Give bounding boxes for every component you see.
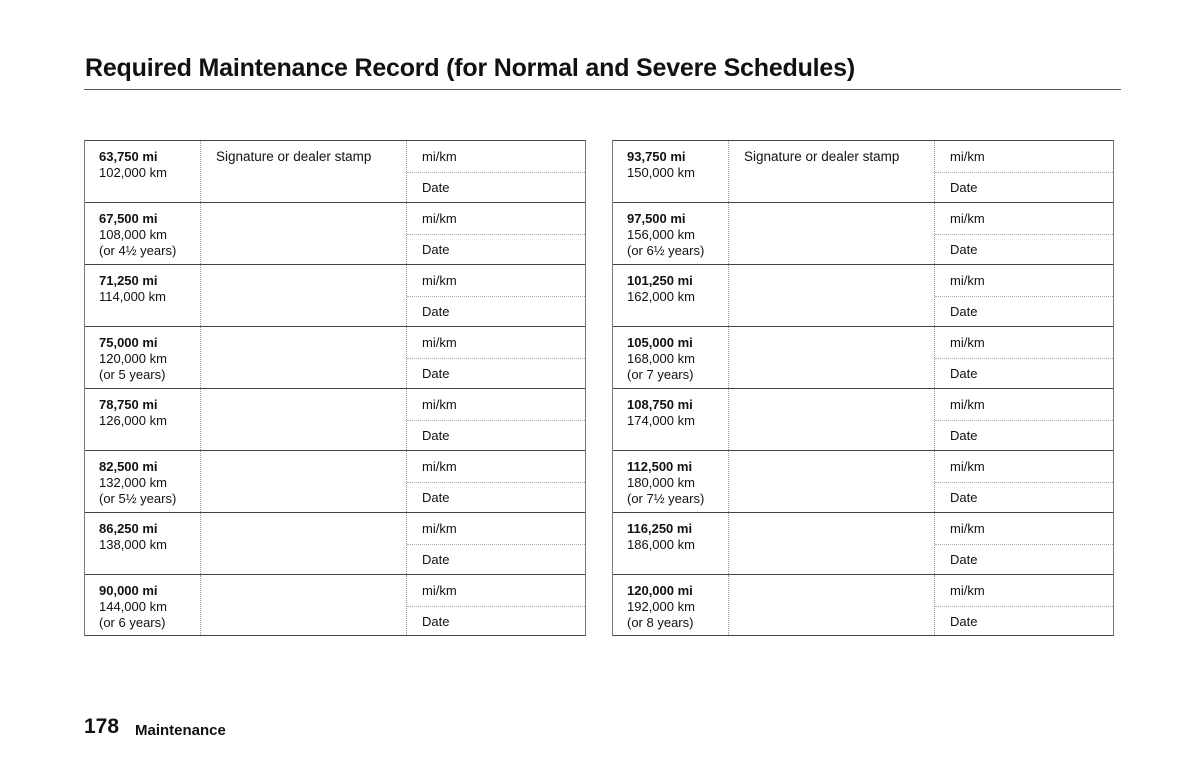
date-label: Date [422, 366, 450, 381]
date-label: Date [950, 366, 978, 381]
signature-cell[interactable] [729, 203, 935, 264]
interval-miles: 97,500 mi [627, 211, 686, 226]
interval-cell [613, 265, 729, 326]
interval-km: 186,000 km [627, 537, 695, 552]
interval-cell [85, 389, 201, 450]
mileage-date-cell[interactable] [935, 141, 1113, 202]
mileage-label: mi/km [422, 211, 457, 226]
interval-km: 150,000 km [627, 165, 695, 180]
dotted-divider [935, 296, 1113, 297]
interval-km: 144,000 km [99, 599, 167, 614]
signature-label: Signature or dealer stamp [216, 149, 372, 164]
interval-cell [85, 327, 201, 388]
table-row [613, 140, 1113, 202]
mileage-label: mi/km [950, 273, 985, 288]
signature-cell[interactable] [729, 513, 935, 574]
table-row [85, 140, 585, 202]
interval-miles: 75,000 mi [99, 335, 158, 350]
mileage-date-cell[interactable] [407, 265, 585, 326]
interval-miles: 105,000 mi [627, 335, 693, 350]
date-label: Date [950, 490, 978, 505]
mileage-date-cell[interactable] [407, 513, 585, 574]
mileage-label: mi/km [950, 335, 985, 350]
date-label: Date [950, 242, 978, 257]
mileage-date-cell[interactable] [935, 513, 1113, 574]
interval-km: 168,000 km [627, 351, 695, 366]
table-row [85, 326, 585, 388]
table-row [613, 388, 1113, 450]
dotted-divider [935, 606, 1113, 607]
page-title: Required Maintenance Record (for Normal and Severe Schedules) [85, 54, 855, 82]
mileage-label: mi/km [950, 583, 985, 598]
dotted-divider [935, 172, 1113, 173]
date-label: Date [950, 614, 978, 629]
date-label: Date [950, 180, 978, 195]
interval-years: (or 7½ years) [627, 491, 705, 506]
signature-cell[interactable] [729, 265, 935, 326]
dotted-divider [407, 172, 585, 173]
interval-years: (or 8 years) [627, 615, 694, 630]
interval-miles: 120,000 mi [627, 583, 693, 598]
interval-km: 162,000 km [627, 289, 695, 304]
interval-cell [85, 575, 201, 635]
mileage-label: mi/km [950, 397, 985, 412]
mileage-label: mi/km [422, 149, 457, 164]
interval-miles: 90,000 mi [99, 583, 158, 598]
table-row [85, 450, 585, 512]
signature-cell[interactable] [201, 451, 407, 512]
date-label: Date [422, 614, 450, 629]
interval-years: (or 5 years) [99, 367, 166, 382]
dotted-divider [407, 296, 585, 297]
dotted-divider [407, 420, 585, 421]
interval-years: (or 5½ years) [99, 491, 177, 506]
interval-km: 120,000 km [99, 351, 167, 366]
interval-cell [613, 327, 729, 388]
interval-km: 126,000 km [99, 413, 167, 428]
date-label: Date [950, 552, 978, 567]
table-row [613, 326, 1113, 388]
dotted-divider [407, 606, 585, 607]
maintenance-record-table-right [612, 140, 1114, 636]
interval-miles: 82,500 mi [99, 459, 158, 474]
interval-cell [85, 265, 201, 326]
table-row [613, 264, 1113, 326]
mileage-date-cell[interactable] [935, 327, 1113, 388]
interval-km: 138,000 km [99, 537, 167, 552]
interval-km: 174,000 km [627, 413, 695, 428]
signature-cell[interactable] [201, 203, 407, 264]
date-label: Date [950, 304, 978, 319]
signature-label: Signature or dealer stamp [744, 149, 900, 164]
mileage-label: mi/km [950, 211, 985, 226]
interval-cell [613, 451, 729, 512]
date-label: Date [422, 180, 450, 195]
signature-cell[interactable] [201, 141, 407, 202]
interval-cell [613, 575, 729, 635]
mileage-label: mi/km [422, 583, 457, 598]
signature-cell[interactable] [201, 327, 407, 388]
mileage-date-cell[interactable] [407, 203, 585, 264]
mileage-label: mi/km [422, 459, 457, 474]
interval-years: (or 4½ years) [99, 243, 177, 258]
dotted-divider [935, 544, 1113, 545]
interval-years: (or 7 years) [627, 367, 694, 382]
mileage-date-cell[interactable] [407, 327, 585, 388]
mileage-label: mi/km [422, 397, 457, 412]
interval-miles: 101,250 mi [627, 273, 693, 288]
interval-cell [613, 389, 729, 450]
title-rule [84, 89, 1121, 90]
mileage-date-cell[interactable] [935, 389, 1113, 450]
mileage-date-cell[interactable] [935, 265, 1113, 326]
interval-miles: 112,500 mi [627, 459, 693, 474]
date-label: Date [422, 552, 450, 567]
date-label: Date [422, 304, 450, 319]
interval-years: (or 6 years) [99, 615, 166, 630]
mileage-label: mi/km [950, 459, 985, 474]
interval-miles: 71,250 mi [99, 273, 158, 288]
dotted-divider [407, 358, 585, 359]
interval-cell [613, 513, 729, 574]
dotted-divider [407, 234, 585, 235]
mileage-label: mi/km [950, 149, 985, 164]
table-row [613, 574, 1113, 636]
table-row [613, 202, 1113, 264]
mileage-date-cell[interactable] [935, 451, 1113, 512]
interval-years: (or 6½ years) [627, 243, 705, 258]
dotted-divider [935, 234, 1113, 235]
signature-cell[interactable] [201, 389, 407, 450]
mileage-date-cell[interactable] [407, 575, 585, 635]
mileage-date-cell[interactable] [407, 451, 585, 512]
interval-miles: 86,250 mi [99, 521, 158, 536]
interval-miles: 116,250 mi [627, 521, 693, 536]
table-row [85, 388, 585, 450]
signature-cell[interactable] [201, 265, 407, 326]
date-label: Date [422, 428, 450, 443]
mileage-label: mi/km [422, 273, 457, 288]
section-name: Maintenance [135, 722, 226, 739]
interval-miles: 108,750 mi [627, 397, 693, 412]
interval-km: 108,000 km [99, 227, 167, 242]
interval-km: 180,000 km [627, 475, 695, 490]
mileage-label: mi/km [950, 521, 985, 536]
signature-cell[interactable] [729, 451, 935, 512]
table-row [85, 264, 585, 326]
interval-km: 192,000 km [627, 599, 695, 614]
table-row [613, 512, 1113, 574]
interval-miles: 67,500 mi [99, 211, 158, 226]
table-row [85, 512, 585, 574]
dotted-divider [407, 544, 585, 545]
table-row [613, 450, 1113, 512]
table-row [85, 202, 585, 264]
interval-miles: 78,750 mi [99, 397, 158, 412]
date-label: Date [950, 428, 978, 443]
dotted-divider [935, 482, 1113, 483]
signature-cell[interactable] [729, 327, 935, 388]
interval-km: 132,000 km [99, 475, 167, 490]
interval-km: 102,000 km [99, 165, 167, 180]
interval-cell [85, 513, 201, 574]
interval-cell [85, 203, 201, 264]
interval-cell [85, 141, 201, 202]
dotted-divider [935, 420, 1113, 421]
signature-cell[interactable] [201, 575, 407, 635]
interval-cell [613, 141, 729, 202]
interval-cell [613, 203, 729, 264]
page-number: 178 [84, 715, 120, 738]
interval-km: 156,000 km [627, 227, 695, 242]
mileage-date-cell[interactable] [407, 389, 585, 450]
interval-cell [85, 451, 201, 512]
dotted-divider [407, 482, 585, 483]
dotted-divider [935, 358, 1113, 359]
table-row [85, 574, 585, 636]
interval-miles: 63,750 mi [99, 149, 158, 164]
mileage-date-cell[interactable] [935, 203, 1113, 264]
interval-miles: 93,750 mi [627, 149, 686, 164]
mileage-date-cell[interactable] [407, 141, 585, 202]
signature-cell[interactable] [729, 141, 935, 202]
mileage-label: mi/km [422, 521, 457, 536]
signature-cell[interactable] [729, 389, 935, 450]
signature-cell[interactable] [729, 575, 935, 635]
mileage-label: mi/km [422, 335, 457, 350]
signature-cell[interactable] [201, 513, 407, 574]
maintenance-record-table-left [84, 140, 586, 636]
date-label: Date [422, 490, 450, 505]
mileage-date-cell[interactable] [935, 575, 1113, 635]
interval-km: 114,000 km [99, 289, 166, 304]
date-label: Date [422, 242, 450, 257]
